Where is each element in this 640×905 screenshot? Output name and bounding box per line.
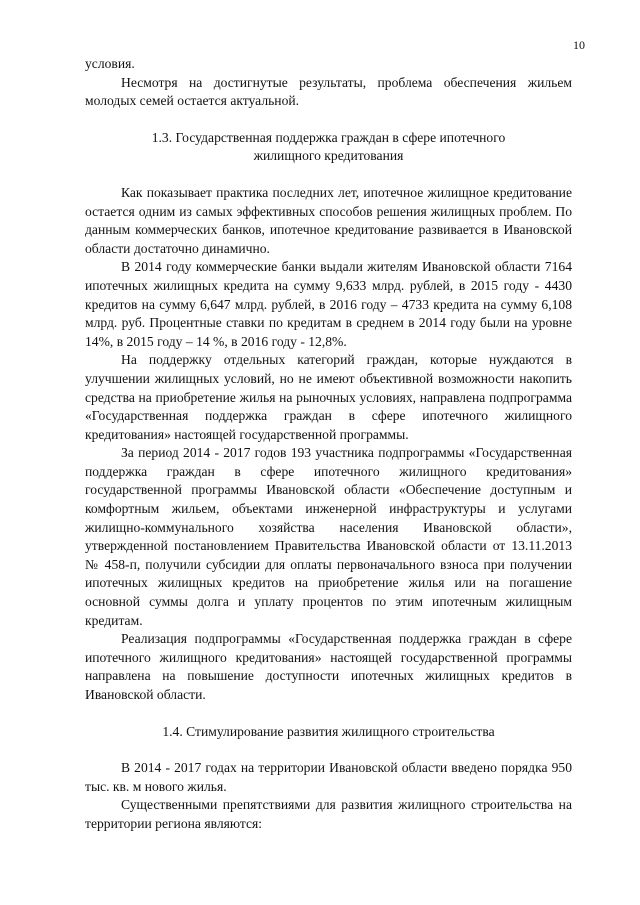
document-body (85, 55, 572, 834)
section-heading (85, 723, 572, 742)
section-heading-line: 1.4. Стимулирование развития жилищного строительства (162, 723, 495, 739)
paragraph: Реализация подпрограммы «Государственная поддержка граждан в сфере ипотечного жилищного кредитования» настоящей государственной программы направлена на повышение доступности ипотечных жилищных кредитов в Ивановской области. (85, 631, 572, 702)
paragraph: Существенными препятствиями для развития жилищного строительства на территории региона являются: (85, 797, 572, 831)
section-heading (85, 129, 572, 166)
section-heading-line: 1.3. Государственная поддержка граждан в сфере ипотечного (151, 129, 506, 145)
paragraph: В 2014 году коммерческие банки выдали жителям Ивановской области 7164 ипотечных жилищных кредита на сумму 9,633 млрд. рублей, в 2015 году - 4430 кредитов на сумму 6,647 млрд. рублей, в 2016 году – 4733 кредита на сумму 6,108 млрд. руб. Процентные ставки по кредитам в среднем в 2014 году были на уровне 14%, в 2015 году – 14 %, в 2016 году - 12,8%. (85, 259, 572, 349)
section-heading-line: жилищного кредитования (253, 148, 404, 164)
paragraph: условия. (85, 56, 135, 71)
paragraph: Как показывает практика последних лет, ипотечное жилищное кредитование остается одним из самых эффективных способов решения жилищных проблем. По данным коммерческих банков, ипотечное кредитование развивается в Ивановской области достаточно динамично. (85, 184, 572, 256)
page-number: 10 (573, 38, 585, 52)
paragraph: На поддержку отдельных категорий граждан, которые нуждаются в улучшении жилищных условий, но не имеют объективной возможности накопить средства на приобретение жилья на рыночных условиях, направлена подпрограмма «Государственная поддержка граждан в сфере ипотечного жилищного кредитования» настоящей государственной программы. (85, 352, 572, 442)
paragraph: Несмотря на достигнутые результаты, проблема обеспечения жильем молодых семей остается актуальной. (85, 74, 572, 109)
paragraph: В 2014 - 2017 годах на территории Ивановской области введено порядка 950 тыс. кв. м нового жилья. (85, 760, 572, 794)
paragraph: За период 2014 - 2017 годов 193 участника подпрограммы «Государственная поддержка граждан в сфере ипотечного жилищного кредитования» государственной программы Ивановской области «Обеспечение доступным и комфортным жильем, объектами инженерной инфраструктуры и услугами жилищно-коммунального хозяйства населения Ивановской области», утвержденной постановлением Правительства Ивановской области от 13.11.2013 № 458-п, получили субсидии для оплаты первоначального взноса при получении ипотечных жилищных кредитов на приобретение жилья или на погашение основной суммы долга и уплату процентов по этим ипотечным жилищным кредитам. (85, 445, 572, 628)
